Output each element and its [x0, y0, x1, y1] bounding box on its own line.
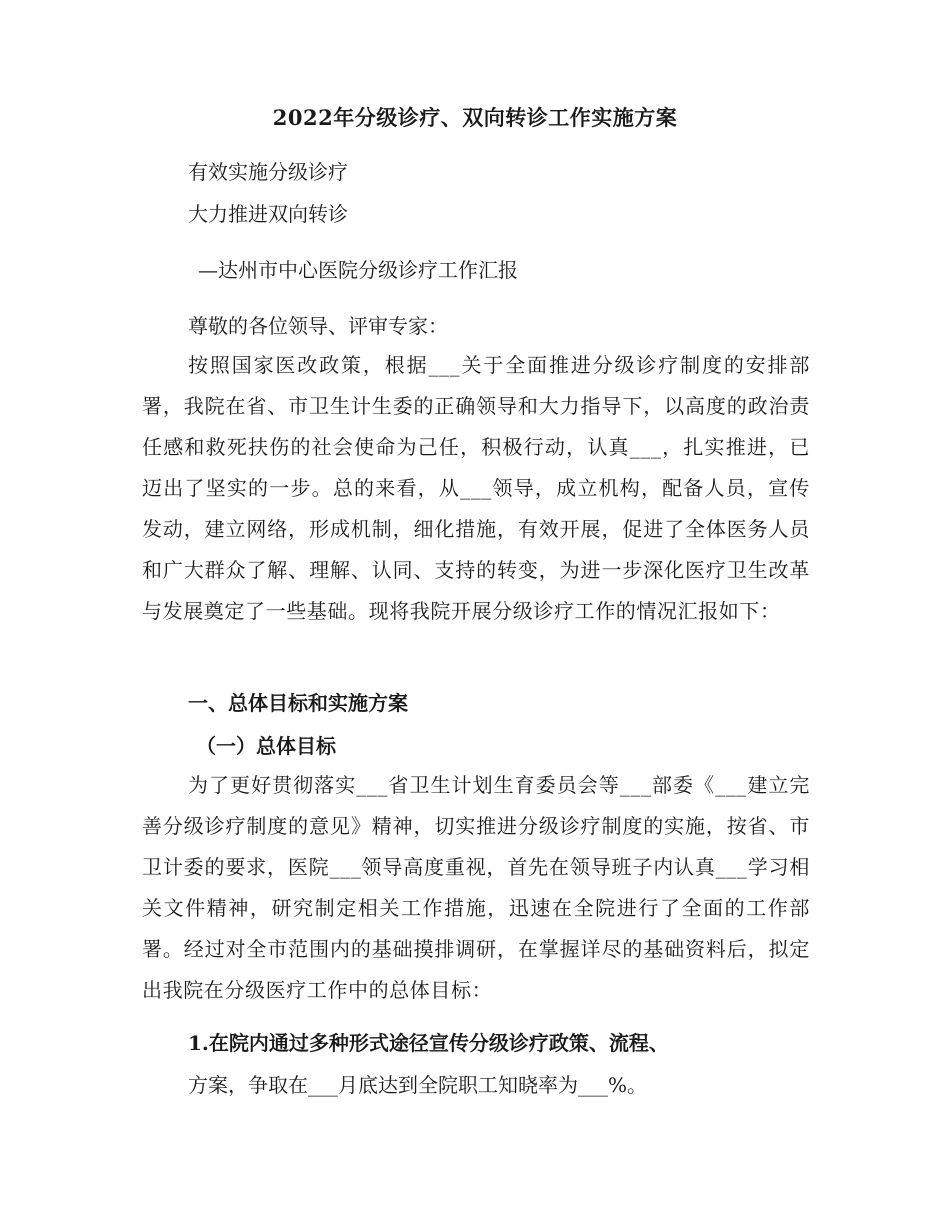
document-title: 2022年分级诊疗、双向转诊工作实施方案 [272, 105, 678, 130]
paragraph-intro: 按照国家医改政策，根据___关于全面推进分级诊疗制度的安排部署，我院在省、市卫生计生委的正确领导和大力指导下，以高度的政治责任感和救死扶伤的社会使命为己任，积极行动，认真___，扎实推进，已迈出了坚实的一步。总的来看，从___领导，成立机构，配备人员，宣传发动，建立网络，形成机制，细化措施，有效开展，促进了全体医务人员和广大群众了解、理解、认同、支持的转变，为进一步深化医疗卫生改革与发展奠定了一些基础。现将我院开展分级诊疗工作的情况汇报如下： [142, 353, 810, 623]
subsection-heading-1-1: （一）总体目标 [196, 734, 336, 758]
paragraph-overall-goal: 为了更好贯彻落实___省卫生计划生育委员会等___部委《___建立完善分级诊疗制度的意见》精神，切实推进分级诊疗制度的实施，按省、市卫计委的要求，医院___领导高度重视，首先在领导班子内认真___学习相关文件精神，研究制定相关工作措施，迅速在全院进行了全面的工作部署。经过对全市范围内的基础摸排调研，在掌握详尽的基础资料后，拟定出我院在分级医疗工作中的总体目标： [142, 773, 810, 1002]
slogan-line-2: 大力推进双向转诊 [188, 202, 348, 226]
slogan-line-1: 有效实施分级诊疗 [188, 160, 348, 184]
report-subtitle: —达州市中心医院分级诊疗工作汇报 [198, 258, 518, 282]
list-item-1: 1.在院内通过多种形式途径宣传分级诊疗政策、流程、 [188, 1031, 669, 1055]
section-heading-1: 一、总体目标和实施方案 [188, 691, 408, 715]
list-item-1-continuation: 方案，争取在___月底达到全院职工知晓率为___%。 [188, 1073, 648, 1097]
salutation: 尊敬的各位领导、评审专家： [188, 314, 448, 338]
